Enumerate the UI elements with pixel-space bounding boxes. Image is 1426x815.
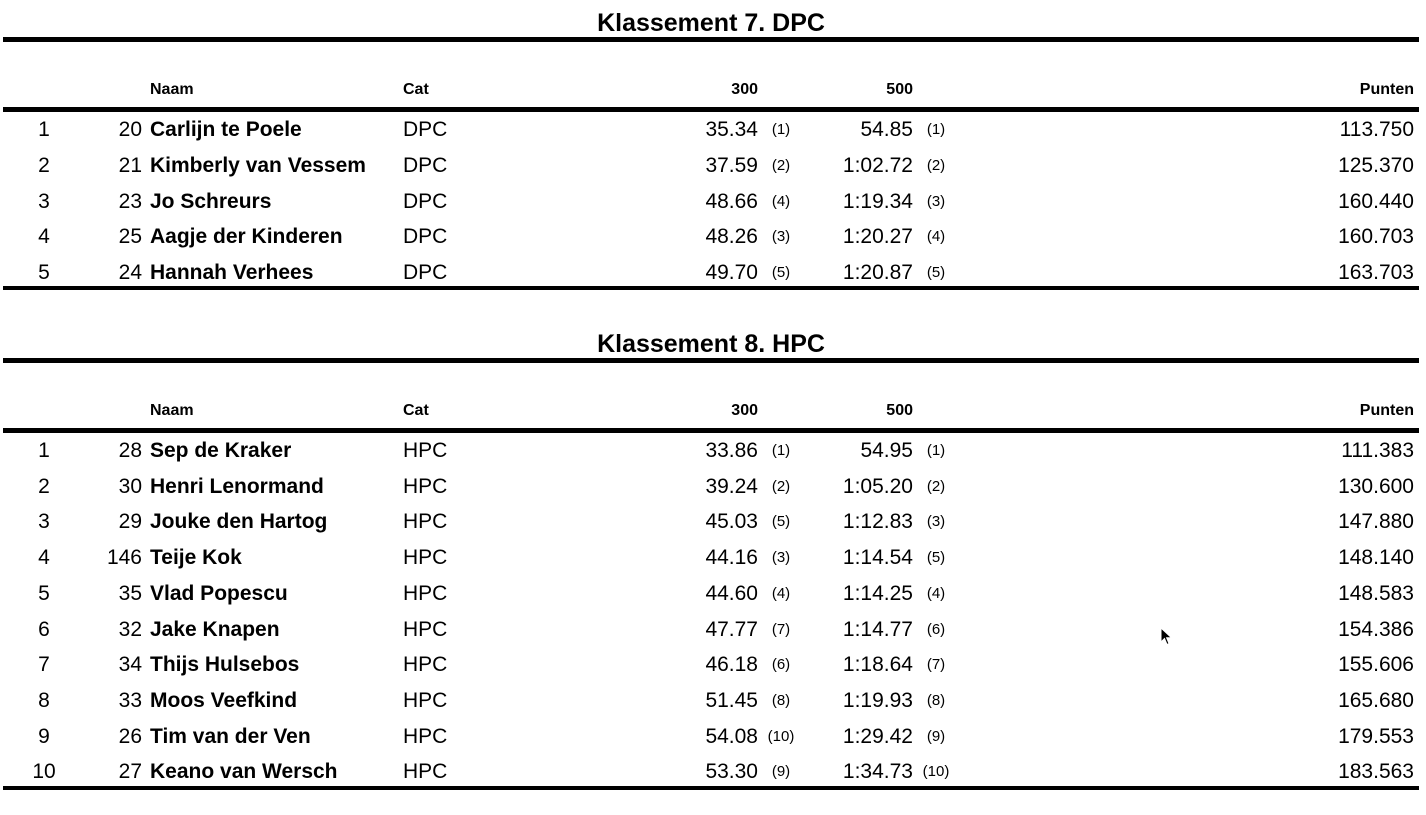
points: 160.440 bbox=[1338, 190, 1414, 213]
time-300: 35.34 bbox=[705, 118, 758, 141]
time-300: 44.60 bbox=[705, 582, 758, 605]
skater-name: Keano van Wersch bbox=[150, 760, 338, 783]
skater-name: Sep de Kraker bbox=[150, 439, 292, 462]
place-500: (4) bbox=[926, 585, 946, 602]
rank: 10 bbox=[32, 760, 56, 783]
start-number: 21 bbox=[118, 154, 142, 177]
table-row bbox=[0, 579, 1426, 615]
points: 165.680 bbox=[1338, 689, 1414, 712]
skater-name: Moos Veefkind bbox=[150, 689, 298, 712]
points: 179.553 bbox=[1338, 725, 1414, 748]
category: HPC bbox=[403, 760, 448, 783]
table-row bbox=[0, 650, 1426, 686]
start-number: 33 bbox=[118, 689, 142, 712]
time-300: 51.45 bbox=[705, 689, 758, 712]
time-500: 1:02.72 bbox=[842, 154, 913, 177]
category: DPC bbox=[403, 261, 448, 284]
place-300: (10) bbox=[767, 728, 795, 745]
place-300: (9) bbox=[771, 763, 791, 780]
table-row bbox=[0, 615, 1426, 651]
time-300: 37.59 bbox=[705, 154, 758, 177]
start-number: 35 bbox=[118, 582, 142, 605]
place-300: (7) bbox=[771, 621, 791, 638]
table-row bbox=[0, 722, 1426, 758]
place-300: (8) bbox=[771, 692, 791, 709]
place-500: (2) bbox=[926, 478, 946, 495]
points: 147.880 bbox=[1338, 510, 1414, 533]
title-rule bbox=[3, 358, 1419, 363]
skater-name: Jake Knapen bbox=[150, 618, 280, 641]
start-number: 27 bbox=[118, 760, 142, 783]
place-500: (6) bbox=[926, 621, 946, 638]
place-500: (1) bbox=[926, 121, 946, 138]
rank: 5 bbox=[38, 261, 50, 284]
skater-name: Tim van der Ven bbox=[150, 725, 311, 748]
time-500: 54.85 bbox=[860, 118, 913, 141]
place-500: (4) bbox=[926, 228, 946, 245]
place-500: (3) bbox=[926, 193, 946, 210]
bottom-rule bbox=[3, 786, 1419, 790]
rank: 3 bbox=[38, 190, 50, 213]
place-300: (2) bbox=[771, 478, 791, 495]
section-title: Klassement 7. DPC bbox=[597, 9, 825, 37]
start-number: 24 bbox=[118, 261, 142, 284]
mouse-cursor-icon bbox=[1160, 627, 1174, 647]
start-number: 26 bbox=[118, 725, 142, 748]
start-number: 146 bbox=[106, 546, 142, 569]
start-number: 29 bbox=[118, 510, 142, 533]
time-500: 1:14.77 bbox=[842, 618, 913, 641]
place-500: (1) bbox=[926, 442, 946, 459]
bottom-rule bbox=[3, 286, 1419, 290]
rank: 1 bbox=[38, 439, 50, 462]
table-row bbox=[0, 507, 1426, 543]
time-500: 1:29.42 bbox=[842, 725, 913, 748]
category: HPC bbox=[403, 582, 448, 605]
place-500: (8) bbox=[926, 692, 946, 709]
points: 125.370 bbox=[1338, 154, 1414, 177]
place-500: (5) bbox=[926, 264, 946, 281]
time-500: 1:05.20 bbox=[842, 475, 913, 498]
rank: 3 bbox=[38, 510, 50, 533]
points: 111.383 bbox=[1341, 439, 1414, 462]
col-header-cat: Cat bbox=[403, 402, 429, 419]
category: HPC bbox=[403, 475, 448, 498]
time-300: 46.18 bbox=[705, 653, 758, 676]
time-500: 54.95 bbox=[860, 439, 913, 462]
skater-name: Jo Schreurs bbox=[150, 190, 272, 213]
place-300: (2) bbox=[771, 157, 791, 174]
skater-name: Hannah Verhees bbox=[150, 261, 314, 284]
place-500: (3) bbox=[926, 513, 946, 530]
rank: 4 bbox=[38, 225, 50, 248]
rank: 1 bbox=[38, 118, 50, 141]
skater-name: Thijs Hulsebos bbox=[150, 653, 300, 676]
place-300: (1) bbox=[771, 121, 791, 138]
category: DPC bbox=[403, 225, 448, 248]
points: 113.750 bbox=[1339, 118, 1414, 141]
time-300: 47.77 bbox=[705, 618, 758, 641]
time-500: 1:18.64 bbox=[842, 653, 913, 676]
time-300: 49.70 bbox=[705, 261, 758, 284]
place-500: (7) bbox=[926, 656, 946, 673]
points: 163.703 bbox=[1338, 261, 1414, 284]
points: 183.563 bbox=[1338, 760, 1414, 783]
time-500: 1:34.73 bbox=[842, 760, 913, 783]
time-500: 1:14.25 bbox=[842, 582, 913, 605]
rank: 2 bbox=[38, 154, 50, 177]
time-300: 44.16 bbox=[705, 546, 758, 569]
skater-name: Jouke den Hartog bbox=[150, 510, 328, 533]
place-500: (9) bbox=[926, 728, 946, 745]
table-row bbox=[0, 222, 1426, 258]
standings-section-hpc bbox=[0, 329, 1426, 799]
table-row bbox=[0, 686, 1426, 722]
category: DPC bbox=[403, 118, 448, 141]
start-number: 30 bbox=[118, 475, 142, 498]
place-500: (10) bbox=[922, 763, 950, 780]
rank: 9 bbox=[38, 725, 50, 748]
category: HPC bbox=[403, 618, 448, 641]
time-500: 1:20.87 bbox=[842, 261, 913, 284]
table-row bbox=[0, 187, 1426, 223]
time-500: 1:19.34 bbox=[842, 190, 913, 213]
start-number: 28 bbox=[118, 439, 142, 462]
place-300: (3) bbox=[771, 549, 791, 566]
skater-name: Teije Kok bbox=[150, 546, 242, 569]
col-header-300: 300 bbox=[731, 81, 758, 98]
time-300: 48.26 bbox=[705, 225, 758, 248]
col-header-500: 500 bbox=[886, 81, 913, 98]
table-row bbox=[0, 436, 1426, 472]
category: HPC bbox=[403, 546, 448, 569]
place-500: (2) bbox=[926, 157, 946, 174]
points: 160.703 bbox=[1338, 225, 1414, 248]
place-300: (4) bbox=[771, 193, 791, 210]
place-300: (5) bbox=[771, 513, 791, 530]
rank: 8 bbox=[38, 689, 50, 712]
category: HPC bbox=[403, 689, 448, 712]
col-header-punten: Punten bbox=[1359, 402, 1414, 419]
rank: 7 bbox=[38, 653, 50, 676]
points: 148.140 bbox=[1338, 546, 1414, 569]
section-title: Klassement 8. HPC bbox=[597, 330, 825, 358]
col-header-naam: Naam bbox=[150, 81, 194, 98]
category: HPC bbox=[403, 725, 448, 748]
time-300: 45.03 bbox=[705, 510, 758, 533]
standings-section-dpc bbox=[0, 8, 1426, 293]
col-header-500: 500 bbox=[886, 402, 913, 419]
skater-name: Henri Lenormand bbox=[150, 475, 324, 498]
skater-name: Aagje der Kinderen bbox=[150, 225, 343, 248]
start-number: 34 bbox=[118, 653, 142, 676]
place-500: (5) bbox=[926, 549, 946, 566]
time-300: 33.86 bbox=[705, 439, 758, 462]
place-300: (5) bbox=[771, 264, 791, 281]
table-row bbox=[0, 115, 1426, 151]
time-300: 53.30 bbox=[705, 760, 758, 783]
category: HPC bbox=[403, 510, 448, 533]
header-rule bbox=[3, 428, 1419, 433]
start-number: 25 bbox=[118, 225, 142, 248]
time-500: 1:12.83 bbox=[842, 510, 913, 533]
points: 155.606 bbox=[1338, 653, 1414, 676]
place-300: (3) bbox=[771, 228, 791, 245]
start-number: 23 bbox=[118, 190, 142, 213]
rank: 2 bbox=[38, 475, 50, 498]
place-300: (6) bbox=[771, 656, 791, 673]
col-header-punten: Punten bbox=[1359, 81, 1414, 98]
skater-name: Carlijn te Poele bbox=[150, 118, 302, 141]
col-header-cat: Cat bbox=[403, 81, 429, 98]
category: DPC bbox=[403, 190, 448, 213]
category: DPC bbox=[403, 154, 448, 177]
header-rule bbox=[3, 107, 1419, 112]
time-300: 54.08 bbox=[705, 725, 758, 748]
category: HPC bbox=[403, 439, 448, 462]
col-header-300: 300 bbox=[731, 402, 758, 419]
points: 154.386 bbox=[1338, 618, 1414, 641]
points: 148.583 bbox=[1338, 582, 1414, 605]
time-500: 1:19.93 bbox=[842, 689, 913, 712]
rank: 6 bbox=[38, 618, 50, 641]
title-rule bbox=[3, 37, 1419, 42]
category: HPC bbox=[403, 653, 448, 676]
col-header-naam: Naam bbox=[150, 402, 194, 419]
place-300: (4) bbox=[771, 585, 791, 602]
place-300: (1) bbox=[771, 442, 791, 459]
start-number: 32 bbox=[118, 618, 142, 641]
points: 130.600 bbox=[1338, 475, 1414, 498]
rank: 4 bbox=[38, 546, 50, 569]
table-row bbox=[0, 472, 1426, 508]
time-500: 1:14.54 bbox=[842, 546, 913, 569]
skater-name: Vlad Popescu bbox=[150, 582, 288, 605]
time-300: 48.66 bbox=[705, 190, 758, 213]
table-row bbox=[0, 543, 1426, 579]
skater-name: Kimberly van Vessem bbox=[150, 154, 366, 177]
time-300: 39.24 bbox=[705, 475, 758, 498]
start-number: 20 bbox=[118, 118, 142, 141]
table-row bbox=[0, 151, 1426, 187]
rank: 5 bbox=[38, 582, 50, 605]
time-500: 1:20.27 bbox=[842, 225, 913, 248]
